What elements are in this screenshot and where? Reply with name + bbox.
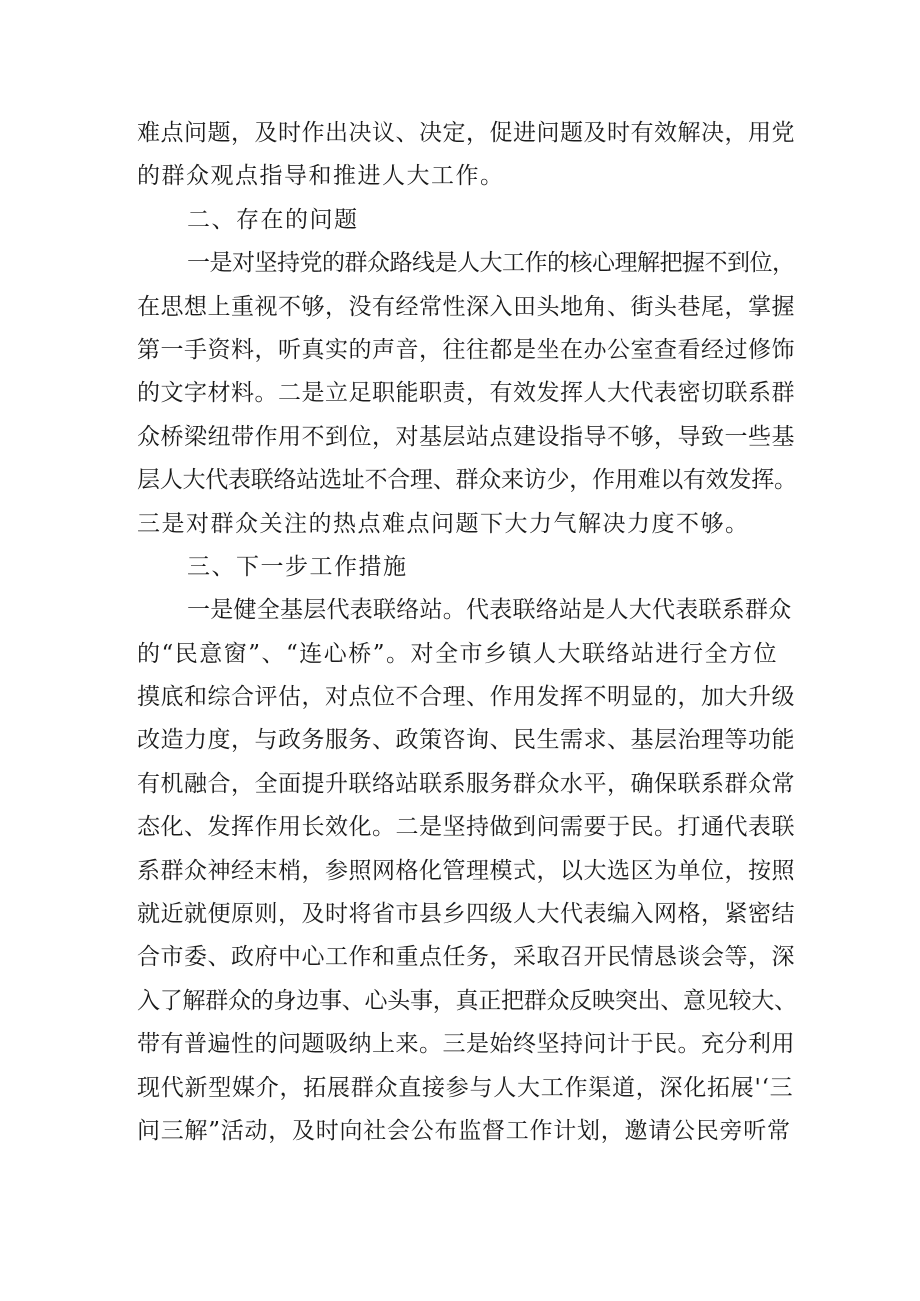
text-line: 众桥梁纽带作用不到位，对基层站点建设指导不够，导致一些基	[137, 423, 795, 450]
text-line: 现代新型媒介，拓展群众直接参与人大工作渠道，深化拓展'‘三	[137, 1074, 794, 1101]
paragraph-first-line: 三、下一步工作措施	[187, 553, 408, 580]
paragraph-first-line: 一是健全基层代表联络站。代表联络站是人大代表联系群众	[187, 597, 792, 624]
text-line: 有机融合，全面提升联络站联系服务群众水平，确保联系群众常	[137, 770, 795, 797]
text-line: 合市委、政府中心工作和重点任务，采取召开民情恳谈会等，深	[137, 944, 795, 971]
text-line: 问三解”活动，及时向社会公布监督工作计划，邀请公民旁听常	[137, 1117, 791, 1144]
text-line: 带有普遍性的问题吸纳上来。三是始终坚持问计于民。充分利用	[137, 1031, 795, 1058]
text-line: 改造力度，与政务服务、政策咨询、民生需求、基层治理等功能	[137, 727, 795, 754]
paragraph-first-line: 二、存在的问题	[187, 206, 359, 233]
document-body	[137, 112, 797, 1153]
text-line: 三是对群众关注的热点难点问题下大力气解决力度不够。	[137, 510, 750, 537]
paragraph-first-line: 一是对坚持党的群众路线是人大工作的核心理解把握不到位，	[187, 250, 795, 277]
text-line: 的群众观点指导和推进人大工作。	[137, 163, 505, 190]
text-line: 层人大代表联络站选址不合理、群众来访少，作用难以有效发挥。	[137, 467, 797, 494]
text-line: 就近就便原则，及时将省市县乡四级人大代表编入网格，紧密结	[137, 901, 795, 928]
text-line: 的“民意窗”、“连心桥”。对全市乡镇人大联络站进行全方位	[137, 640, 779, 667]
text-line: 在思想上重视不够，没有经常性深入田头地角、街头巷尾，掌握	[137, 293, 795, 320]
text-line: 态化、发挥作用长效化。二是坚持做到问需要于民。打通代表联	[137, 814, 795, 841]
text-line: 第一手资料，听真实的声音，往往都是坐在办公室查看经过修饰	[137, 336, 795, 363]
text-line: 的文字材料。二是立足职能职责，有效发挥人大代表密切联系群	[137, 380, 795, 407]
text-line: 入了解群众的身边事、心头事，真正把群众反映突出、意见较大、	[137, 987, 797, 1014]
text-line: 难点问题，及时作出决议、决定，促进问题及时有效解决，用党	[137, 120, 795, 146]
text-line: 摸底和综合评估，对点位不合理、作用发挥不明显的，加大升级	[137, 684, 795, 711]
text-line: 系群众神经末梢，参照网格化管理模式，以大选区为单位，按照	[137, 857, 795, 884]
